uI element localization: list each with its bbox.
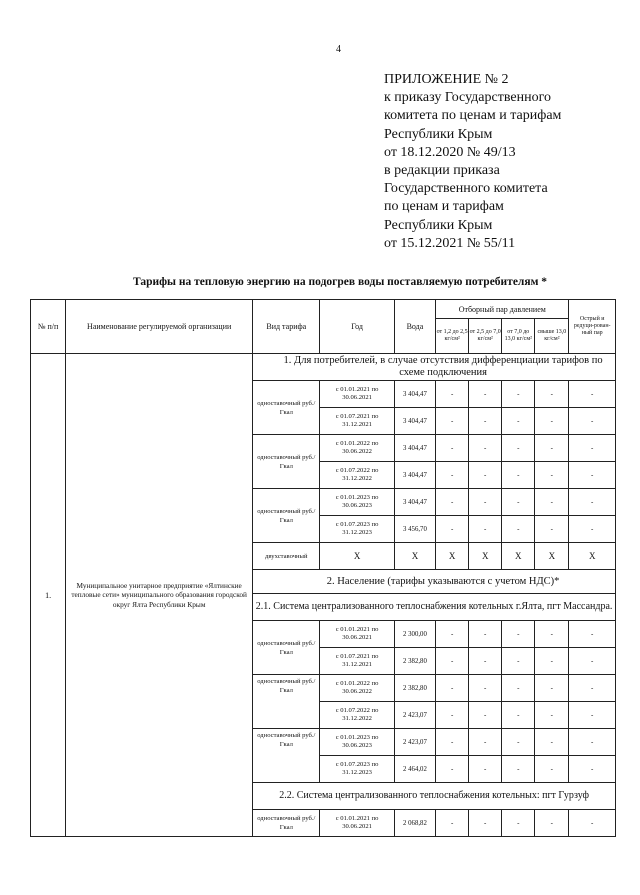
tariff-type: одноставочный руб./Гкал	[253, 675, 320, 729]
tariff-type: одноставочный руб./Гкал	[253, 489, 320, 543]
dash: -	[535, 408, 569, 435]
dash: -	[502, 381, 535, 408]
tariff-table	[30, 299, 616, 837]
appendix-line: Республики Крым	[384, 126, 493, 142]
dash: -	[436, 702, 469, 729]
dash: -	[535, 675, 569, 702]
water-value: 3 404,47	[394, 435, 435, 462]
period: с 01.01.2023 по 30.06.2023	[320, 729, 394, 756]
dash: -	[469, 621, 502, 648]
dash: -	[502, 462, 535, 489]
dash: -	[436, 648, 469, 675]
dash: -	[469, 810, 502, 837]
dash: -	[535, 381, 569, 408]
water-value: 2 423,07	[394, 729, 435, 756]
dash: -	[569, 621, 616, 648]
dash: -	[436, 381, 469, 408]
x-cell: Х	[502, 543, 535, 570]
appendix-header	[384, 71, 561, 253]
dash: -	[569, 729, 616, 756]
header-steam: Отборный пар давлением	[436, 300, 569, 319]
subsection-heading: 2.1. Система централизованного теплоснабжения котельных г.Ялта, пгт Массандра.	[253, 594, 616, 621]
appendix-line: по ценам и тарифам	[384, 199, 504, 215]
dash: -	[535, 516, 569, 543]
appendix-line: Республики Крым	[384, 217, 493, 233]
subsection-heading: 2.2. Система централизованного теплоснабжения котельных: пгт Гурзуф	[253, 783, 616, 810]
dash: -	[569, 381, 616, 408]
x-cell: Х	[320, 543, 394, 570]
dash: -	[502, 489, 535, 516]
header-sharp-steam: Острый и редуци-рован-ный пар	[569, 300, 616, 354]
dash: -	[436, 756, 469, 783]
dash: -	[469, 435, 502, 462]
dash: -	[469, 381, 502, 408]
dash: -	[469, 729, 502, 756]
appendix-line: от 18.12.2020 № 49/13	[384, 144, 516, 160]
period: с 01.07.2021 по 31.12.2021	[320, 408, 394, 435]
dash: -	[569, 462, 616, 489]
dash: -	[569, 702, 616, 729]
water-value: 3 404,47	[394, 381, 435, 408]
header-org: Наименование регулируемой организации	[66, 300, 253, 354]
dash: -	[502, 675, 535, 702]
header-pressure-2: от 2,5 до 7,0 кг/см²	[469, 319, 502, 354]
appendix-line: от 15.12.2021 № 55/11	[384, 235, 516, 251]
x-cell: Х	[535, 543, 569, 570]
dash: -	[502, 810, 535, 837]
header-pressure-4: свыше 13,0 кг/см²	[535, 319, 569, 354]
period: с 01.07.2021 по 31.12.2021	[320, 648, 394, 675]
water-value: 2 382,80	[394, 675, 435, 702]
dash: -	[502, 648, 535, 675]
org-name: Муниципальное унитарное предприятие «Ялтинские тепловые сети» муниципального образования городской округ Ялта Республики Крым	[66, 354, 253, 837]
dash: -	[436, 621, 469, 648]
section-heading: 1. Для потребителей, в случае отсутствия дифференциации тарифов по схеме подключения	[253, 354, 616, 381]
period: с 01.07.2022 по 31.12.2022	[320, 462, 394, 489]
dash: -	[502, 408, 535, 435]
appendix-line: к приказу Государственного	[384, 90, 551, 106]
water-value: 2 300,00	[394, 621, 435, 648]
appendix-line: в редакции приказа	[384, 163, 500, 179]
tariff-type-double: двухставочный	[253, 543, 320, 570]
dash: -	[535, 435, 569, 462]
dash: -	[469, 408, 502, 435]
water-value: 2 423,07	[394, 702, 435, 729]
dash: -	[469, 756, 502, 783]
header-num: № п/п	[31, 300, 66, 354]
dash: -	[469, 702, 502, 729]
dash: -	[569, 408, 616, 435]
dash: -	[535, 810, 569, 837]
dash: -	[569, 675, 616, 702]
org-number: 1.	[31, 354, 66, 837]
dash: -	[502, 435, 535, 462]
dash: -	[436, 435, 469, 462]
period: с 01.01.2022 по 30.06.2022	[320, 435, 394, 462]
dash: -	[535, 729, 569, 756]
dash: -	[502, 702, 535, 729]
dash: -	[535, 648, 569, 675]
dash: -	[469, 675, 502, 702]
tariff-type: одноставочный руб./Гкал	[253, 621, 320, 675]
dash: -	[469, 489, 502, 516]
dash: -	[535, 462, 569, 489]
tariff-type: одноставочный руб./Гкал	[253, 381, 320, 435]
dash: -	[535, 756, 569, 783]
dash: -	[502, 729, 535, 756]
water-value: 3 456,70	[394, 516, 435, 543]
dash: -	[436, 462, 469, 489]
dash: -	[436, 489, 469, 516]
appendix-line: Государственного комитета	[384, 181, 548, 197]
dash: -	[436, 729, 469, 756]
tariff-type: одноставочный руб./Гкал	[253, 435, 320, 489]
header-pressure-1: от 1,2 до 2,5 кг/см²	[436, 319, 469, 354]
water-value: 2 382,80	[394, 648, 435, 675]
page-number: 4	[336, 44, 341, 55]
dash: -	[569, 810, 616, 837]
water-value: 3 404,47	[394, 462, 435, 489]
tariff-type: одноставочный руб./Гкал	[253, 810, 320, 837]
water-value: 3 404,47	[394, 489, 435, 516]
header-pressure-3: от 7,0 до 13,0 кг/см²	[502, 319, 535, 354]
water-value: 2 068,82	[394, 810, 435, 837]
dash: -	[535, 489, 569, 516]
period: с 01.01.2021 по 30.06.2021	[320, 381, 394, 408]
dash: -	[502, 516, 535, 543]
water-value: 2 464,02	[394, 756, 435, 783]
appendix-line: ПРИЛОЖЕНИЕ № 2	[384, 72, 509, 87]
dash: -	[502, 756, 535, 783]
x-cell: Х	[469, 543, 502, 570]
x-cell: Х	[569, 543, 616, 570]
dash: -	[436, 675, 469, 702]
dash: -	[469, 462, 502, 489]
header-tariff-type: Вид тарифа	[253, 300, 320, 354]
water-value: 3 404,47	[394, 408, 435, 435]
dash: -	[569, 648, 616, 675]
period: с 01.07.2022 по 31.12.2022	[320, 702, 394, 729]
dash: -	[469, 648, 502, 675]
x-cell: Х	[436, 543, 469, 570]
header-water: Вода	[394, 300, 435, 354]
dash: -	[535, 702, 569, 729]
section-heading: 2. Население (тарифы указываются с учетом НДС)*	[253, 570, 616, 594]
dash: -	[469, 516, 502, 543]
dash: -	[436, 516, 469, 543]
dash: -	[502, 621, 535, 648]
table-title: Тарифы на тепловую энергию на подогрев воды поставляемую потребителям *	[132, 276, 548, 288]
appendix-line: комитета по ценам и тарифам	[384, 108, 562, 124]
period: с 01.01.2022 по 30.06.2022	[320, 675, 394, 702]
period: с 01.01.2021 по 30.06.2021	[320, 810, 394, 837]
dash: -	[569, 516, 616, 543]
x-cell: Х	[394, 543, 435, 570]
dash: -	[436, 408, 469, 435]
tariff-type: одноставочный руб./Гкал	[253, 729, 320, 783]
period: с 01.01.2021 по 30.06.2021	[320, 621, 394, 648]
period: с 01.07.2023 по 31.12.2023	[320, 516, 394, 543]
dash: -	[569, 756, 616, 783]
header-year: Год	[320, 300, 394, 354]
dash: -	[436, 810, 469, 837]
dash: -	[569, 435, 616, 462]
dash: -	[535, 621, 569, 648]
period: с 01.07.2023 по 31.12.2023	[320, 756, 394, 783]
period: с 01.01.2023 по 30.06.2023	[320, 489, 394, 516]
dash: -	[569, 489, 616, 516]
